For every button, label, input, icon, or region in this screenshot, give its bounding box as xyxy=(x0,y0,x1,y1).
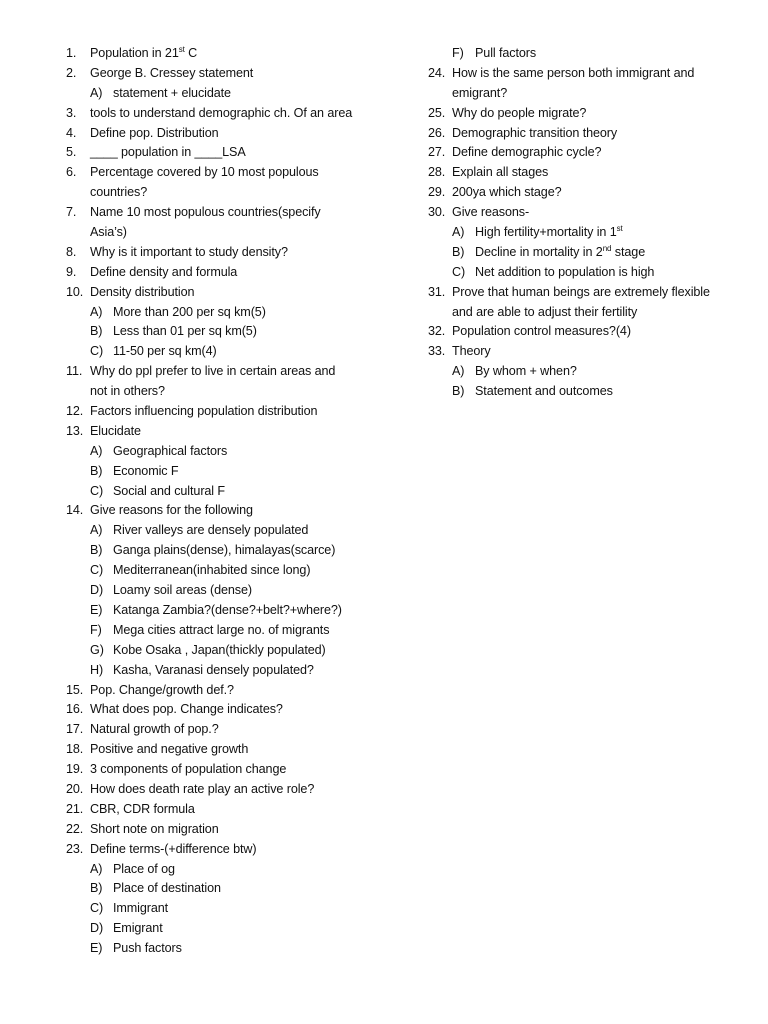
sub-question xyxy=(66,919,406,939)
question-item xyxy=(428,322,728,342)
question-text-main: Pull factors xyxy=(475,46,537,60)
question-text-main: Name 10 most populous countries(specify xyxy=(90,205,321,220)
right-column xyxy=(428,44,728,402)
question-text-main: Define terms-(+difference btw) xyxy=(90,841,257,856)
question-text-main: George B. Cressey statement xyxy=(90,65,254,80)
question-text xyxy=(113,303,266,323)
question-text-main: Mega cities attract large no. of migrants xyxy=(113,622,330,637)
question-item xyxy=(428,124,728,144)
question-item xyxy=(66,720,406,740)
superscript: nd xyxy=(602,243,612,253)
question-text xyxy=(90,143,246,163)
question-number: B) xyxy=(452,244,465,259)
question-text-main: Percentage covered by 10 most populous xyxy=(90,165,319,180)
question-text-main: Factors influencing population distribution xyxy=(90,404,318,419)
question-text-main: By whom + when? xyxy=(475,364,577,379)
sub-question xyxy=(66,442,406,462)
question-number: 27. xyxy=(428,145,446,160)
sub-question xyxy=(66,303,406,323)
question-item xyxy=(66,283,406,303)
question-text-main: Define demographic cycle? xyxy=(452,145,602,160)
question-text xyxy=(475,362,577,382)
sub-question xyxy=(66,462,406,482)
question-number: G) xyxy=(90,642,104,657)
question-text xyxy=(90,64,253,84)
question-item xyxy=(428,183,728,203)
question-number: 14. xyxy=(66,503,84,518)
question-text-main: How does death rate play an active role? xyxy=(90,781,315,796)
question-text xyxy=(90,740,248,760)
question-number: F) xyxy=(90,622,102,637)
question-item xyxy=(66,840,406,860)
question-text-main: Natural growth of pop.? xyxy=(90,722,219,737)
question-text xyxy=(90,382,165,402)
question-text-main: tools to understand demographic ch. Of an area xyxy=(90,105,353,120)
question-item xyxy=(66,362,406,382)
question-text-main: Kobe Osaka , Japan(thickly populated) xyxy=(113,642,326,657)
question-item xyxy=(66,104,406,124)
question-text-after: C xyxy=(184,46,198,60)
sub-question xyxy=(66,879,406,899)
question-text xyxy=(475,223,623,243)
question-text-main: Loamy soil areas (dense) xyxy=(113,583,252,598)
question-text xyxy=(452,124,617,144)
question-number: 8. xyxy=(66,244,77,259)
question-number: 25. xyxy=(428,105,446,120)
question-number: 31. xyxy=(428,284,446,299)
sub-question xyxy=(66,601,406,621)
sub-question xyxy=(66,581,406,601)
question-item xyxy=(66,64,406,84)
question-text-main: Population control measures?(4) xyxy=(452,324,631,339)
question-number: 16. xyxy=(66,702,84,717)
question-number: 19. xyxy=(66,762,84,777)
question-text-main: Positive and negative growth xyxy=(90,742,249,757)
superscript: st xyxy=(616,224,623,234)
question-text-main: Density distribution xyxy=(90,284,195,299)
question-text xyxy=(113,581,252,601)
question-text-main: Give reasons- xyxy=(452,205,530,220)
question-text xyxy=(113,521,308,541)
question-text xyxy=(113,879,221,899)
question-number: A) xyxy=(90,861,103,876)
question-text xyxy=(113,84,231,104)
sub-question xyxy=(66,342,406,362)
question-text xyxy=(113,621,329,641)
question-number: E) xyxy=(90,602,103,617)
question-text xyxy=(90,104,352,124)
sub-question xyxy=(66,561,406,581)
question-text-main: Net addition to population is high xyxy=(475,264,655,279)
question-number: 22. xyxy=(66,821,84,836)
question-number: A) xyxy=(90,304,103,319)
question-item xyxy=(66,681,406,701)
question-text xyxy=(90,422,141,442)
question-text xyxy=(90,840,257,860)
question-number: 4. xyxy=(66,125,77,140)
question-text-main: Give reasons for the following xyxy=(90,503,253,518)
sub-question xyxy=(428,223,728,243)
sub-question xyxy=(66,621,406,641)
question-item xyxy=(428,283,728,303)
question-number: 7. xyxy=(66,205,77,220)
question-item xyxy=(66,402,406,422)
question-number: A) xyxy=(90,443,103,458)
question-text xyxy=(452,322,631,342)
sub-question xyxy=(428,263,728,283)
question-text xyxy=(113,482,225,502)
question-text xyxy=(90,700,283,720)
question-text xyxy=(452,342,491,362)
question-text xyxy=(113,442,227,462)
question-text xyxy=(452,84,507,104)
question-text-main: 11-50 per sq km(4) xyxy=(113,344,217,359)
question-text xyxy=(90,263,237,283)
question-text-main: River valleys are densely populated xyxy=(113,523,309,538)
question-text xyxy=(113,322,257,342)
question-number: 18. xyxy=(66,742,84,757)
question-text xyxy=(90,163,319,183)
question-number: C) xyxy=(90,901,104,916)
question-text xyxy=(113,860,175,880)
question-text-main: Explain all stages xyxy=(452,165,549,180)
question-text xyxy=(90,183,147,203)
question-item xyxy=(66,780,406,800)
question-text xyxy=(90,362,335,382)
sub-question xyxy=(66,641,406,661)
question-item xyxy=(66,800,406,820)
question-number: 5. xyxy=(66,145,77,160)
question-text-main: 3 components of population change xyxy=(90,762,287,777)
question-number: C) xyxy=(90,483,104,498)
question-text-main: Define density and formula xyxy=(90,264,238,279)
question-number: B) xyxy=(90,881,103,896)
question-continuation xyxy=(66,223,406,243)
question-item xyxy=(428,64,728,84)
question-text-main: not in others? xyxy=(90,384,165,399)
sub-question xyxy=(428,243,728,263)
question-text xyxy=(113,601,342,621)
question-number: B) xyxy=(90,543,103,558)
question-text xyxy=(113,919,163,939)
question-number: C) xyxy=(452,264,466,279)
question-number: 17. xyxy=(66,722,84,737)
sub-question xyxy=(66,899,406,919)
question-text xyxy=(113,899,168,919)
question-text-main: Less than 01 per sq km(5) xyxy=(113,324,257,339)
question-item xyxy=(428,143,728,163)
question-item xyxy=(428,163,728,183)
left-column xyxy=(66,44,406,959)
question-text-main: 200ya which stage? xyxy=(452,185,562,200)
question-text-main: Define pop. Distribution xyxy=(90,125,219,140)
question-text xyxy=(452,163,548,183)
question-item xyxy=(66,124,406,144)
question-item xyxy=(66,243,406,263)
question-text xyxy=(475,263,654,283)
question-number: 21. xyxy=(66,801,84,816)
question-number: 12. xyxy=(66,404,84,419)
question-number: A) xyxy=(90,85,103,100)
question-text-main: Why is it important to study density? xyxy=(90,244,288,259)
sub-question xyxy=(66,482,406,502)
question-text-main: Decline in mortality in 2 xyxy=(475,244,603,259)
question-text xyxy=(90,243,288,263)
question-item xyxy=(66,203,406,223)
question-text-main: Place of destination xyxy=(113,881,221,896)
question-text xyxy=(113,641,326,661)
question-number: D) xyxy=(90,583,104,598)
question-number: F) xyxy=(452,46,464,60)
question-item xyxy=(66,740,406,760)
question-number: 11. xyxy=(66,364,83,379)
question-item xyxy=(428,203,728,223)
question-number: 32. xyxy=(428,324,446,339)
question-text xyxy=(90,124,219,144)
question-number: B) xyxy=(452,384,465,399)
question-item xyxy=(428,104,728,124)
question-text-main: Prove that human beings are extremely flexible xyxy=(452,284,710,299)
question-number: 1. xyxy=(66,46,77,60)
question-continuation xyxy=(66,382,406,402)
question-text-main: Why do people migrate? xyxy=(452,105,587,120)
question-number: 6. xyxy=(66,165,77,180)
question-text-main: Theory xyxy=(452,344,491,359)
sub-question xyxy=(66,661,406,681)
question-item xyxy=(66,422,406,442)
question-text-main: Economic F xyxy=(113,463,179,478)
question-text-main: Population in 21 xyxy=(90,46,179,60)
question-text xyxy=(113,561,310,581)
sub-question xyxy=(66,521,406,541)
question-text xyxy=(90,402,317,422)
question-number: 20. xyxy=(66,781,84,796)
question-text-main: More than 200 per sq km(5) xyxy=(113,304,266,319)
question-number: B) xyxy=(90,324,103,339)
question-text xyxy=(475,243,645,263)
question-text xyxy=(90,223,127,243)
sub-question xyxy=(66,84,406,104)
superscript: st xyxy=(178,45,185,54)
question-number: 28. xyxy=(428,165,446,180)
question-text-main: Place of og xyxy=(113,861,175,876)
question-number: A) xyxy=(90,523,103,538)
question-text-main: Why do ppl prefer to live in certain areas and xyxy=(90,364,336,379)
question-text-main: Kasha, Varanasi densely populated? xyxy=(113,662,314,677)
question-text-after: stage xyxy=(611,244,646,259)
question-number: C) xyxy=(90,563,104,578)
question-number: 10. xyxy=(66,284,84,299)
question-text-main: and are able to adjust their fertility xyxy=(452,304,638,319)
question-number: A) xyxy=(452,225,465,240)
question-text xyxy=(90,720,219,740)
question-number: 2. xyxy=(66,65,77,80)
question-text-main: Demographic transition theory xyxy=(452,125,618,140)
question-item xyxy=(66,44,406,64)
question-number: A) xyxy=(452,364,465,379)
question-text xyxy=(90,760,286,780)
question-text-main: Push factors xyxy=(113,941,182,956)
question-text xyxy=(90,681,234,701)
question-number: 15. xyxy=(66,682,84,697)
question-text xyxy=(90,820,219,840)
question-text-main: Statement and outcomes xyxy=(475,384,613,399)
question-number: H) xyxy=(90,662,104,677)
sub-question xyxy=(66,541,406,561)
question-text-main: ____ population in ____LSA xyxy=(90,145,246,160)
question-text-main: emigrant? xyxy=(452,85,508,100)
question-text xyxy=(452,203,529,223)
question-item xyxy=(66,700,406,720)
question-text xyxy=(90,203,321,223)
question-text-main: Pop. Change/growth def.? xyxy=(90,682,234,697)
question-text xyxy=(452,143,601,163)
question-number: D) xyxy=(90,921,104,936)
question-text-main: Elucidate xyxy=(90,423,141,438)
question-text-main: Katanga Zambia?(dense?+belt?+where?) xyxy=(113,602,342,617)
question-text-main: Geographical factors xyxy=(113,443,228,458)
question-item xyxy=(428,342,728,362)
question-text-main: What does pop. Change indicates? xyxy=(90,702,283,717)
question-text xyxy=(452,183,562,203)
question-text-main: statement + elucidate xyxy=(113,85,231,100)
question-text xyxy=(113,939,182,959)
question-item xyxy=(66,820,406,840)
sub-question xyxy=(66,860,406,880)
question-text xyxy=(452,64,694,84)
question-number: 3. xyxy=(66,105,77,120)
question-text xyxy=(113,661,314,681)
question-text xyxy=(113,342,217,362)
sub-question xyxy=(428,382,728,402)
question-number: 26. xyxy=(428,125,446,140)
question-item xyxy=(66,263,406,283)
question-text xyxy=(452,303,637,323)
question-item xyxy=(66,143,406,163)
sub-question xyxy=(66,939,406,959)
question-text xyxy=(90,800,195,820)
question-text xyxy=(452,283,710,303)
question-number: E) xyxy=(90,941,103,956)
sub-question xyxy=(66,322,406,342)
question-item xyxy=(66,760,406,780)
question-continuation xyxy=(428,303,728,323)
question-text xyxy=(90,283,194,303)
question-number: 33. xyxy=(428,344,446,359)
question-item xyxy=(66,163,406,183)
question-continuation xyxy=(66,183,406,203)
question-continuation xyxy=(428,84,728,104)
question-text-main: How is the same person both immigrant and xyxy=(452,65,695,80)
question-text-main: CBR, CDR formula xyxy=(90,801,195,816)
question-text-main: Ganga plains(dense), himalayas(scarce) xyxy=(113,543,336,558)
question-item xyxy=(66,501,406,521)
question-number: C) xyxy=(90,344,104,359)
question-text xyxy=(90,44,197,64)
question-number: 30. xyxy=(428,205,446,220)
sub-question xyxy=(428,362,728,382)
question-text xyxy=(113,541,335,561)
question-text-main: Social and cultural F xyxy=(113,483,226,498)
question-text-main: Short note on migration xyxy=(90,821,219,836)
question-text-main: Immigrant xyxy=(113,901,169,916)
question-number: 24. xyxy=(428,65,446,80)
question-number: 9. xyxy=(66,264,77,279)
question-text xyxy=(475,44,536,64)
question-text-main: Asia’s) xyxy=(90,225,127,240)
question-text xyxy=(90,501,253,521)
question-number: 29. xyxy=(428,185,446,200)
question-number: 23. xyxy=(66,841,84,856)
question-text xyxy=(475,382,613,402)
question-number: 13. xyxy=(66,423,84,438)
question-text xyxy=(452,104,586,124)
question-text-main: countries? xyxy=(90,185,148,200)
question-text-main: Emigrant xyxy=(113,921,163,936)
question-text-main: High fertility+mortality in 1 xyxy=(475,225,617,240)
question-text xyxy=(90,780,314,800)
sub-question xyxy=(428,44,728,64)
question-text xyxy=(113,462,179,482)
question-number: B) xyxy=(90,463,103,478)
question-text-main: Mediterranean(inhabited since long) xyxy=(113,563,311,578)
